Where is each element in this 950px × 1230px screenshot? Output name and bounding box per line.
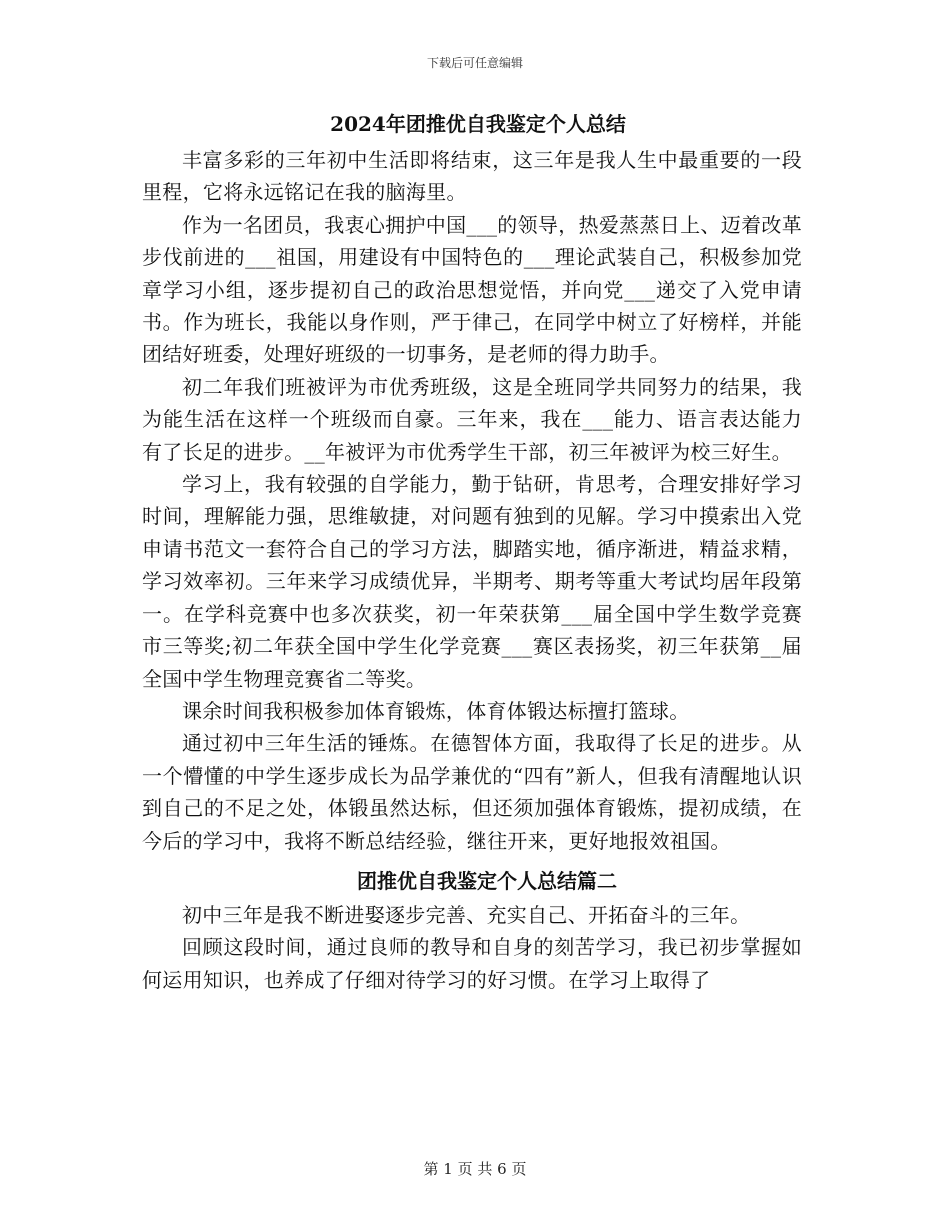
section-2-paragraph-2: 回顾这段时间，通过良师的教导和自身的刻苦学习，我已初步掌握如何运用知识，也养成了仔细对待学习的好习惯。在学习上取得了	[142, 935, 802, 992]
section-2-paragraph-1: 初中三年是我不断进娶逐步完善、充实自己、开拓奋斗的三年。	[182, 902, 751, 927]
paragraph-class-honor: 初二年我们班被评为市优秀班级，这是全班同学共同努力的结果，我为能生活在这样一个班级而自豪。三年来，我在___能力、语言表达能力有了长足的进步。__年被评为市优秀学生干部，初三年被评为校三好生。	[142, 374, 802, 464]
document-title: 2024年团推优自我鉴定个人总结	[330, 112, 626, 136]
paragraph-league-member: 作为一名团员，我衷心拥护中国___的领导，热爱蒸蒸日上、迈着改革步伐前进的___祖国，用建设有中国特色的___理论武装自己，积极参加党章学习小组，逐步提初自己的政治思想觉悟，并向党___递交了入党申请书。作为班长，我能以身作则，严于律己，在同学中树立了好榜样，并能团结好班委，处理好班级的一切事务，是老师的得力助手。	[142, 212, 802, 367]
paragraph-conclusion: 通过初中三年生活的锤炼。在德智体方面，我取得了长足的进步。从一个懵懂的中学生逐步成长为品学兼优的“四有”新人，但我有清醒地认识到自己的不足之处，体锻虽然达标，但还须加强体育锻炼，提初成绩，在今后的学习中，我将不断总结经验，继往开来，更好地报效祖国。	[142, 731, 802, 853]
paragraph-sports: 课余时间我积极参加体育锻炼，体育体锻达标擅打篮球。	[182, 698, 690, 723]
paragraph-intro: 丰富多彩的三年初中生活即将结束，这三年是我人生中最重要的一段里程，它将永远铭记在我的脑海里。	[142, 148, 802, 205]
document-body	[142, 104, 802, 996]
header-note: 下载后可任意编辑	[426, 56, 523, 70]
page-indicator: 第 1 页 共 6 页	[423, 1160, 527, 1178]
paragraph-study: 学习上，我有较强的自学能力，勤于钻研，肯思考，合理安排好学习时间，理解能力强，思维敏捷，对问题有独到的见解。学习中摸索出入党申请书范文一套符合自己的学习方法，脚踏实地，循序渐进，精益求精，学习效率初。三年来学习成绩优异，半期考、期考等重大考试均居年段第一。在学科竞赛中也多次获奖，初一年荣获第___届全国中学生数学竞赛市三等奖;初二年获全国中学生化学竞赛___赛区表扬奖，初三年获第__届全国中学生物理竞赛省二等奖。	[142, 472, 802, 691]
section-2-title: 团推优自我鉴定个人总结篇二	[357, 868, 617, 893]
